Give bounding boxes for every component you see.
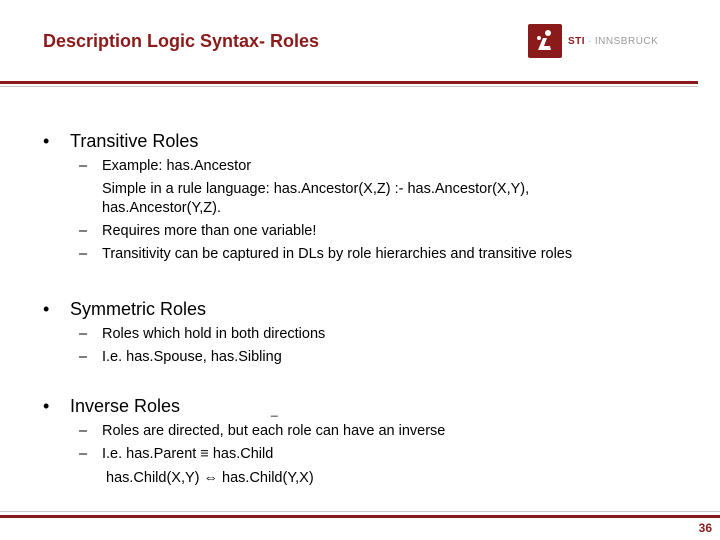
dash-mark: – <box>79 246 88 262</box>
dash-mark: – <box>79 423 88 439</box>
bullet-mark: • <box>43 299 50 319</box>
bullet-symmetric-roles <box>43 299 206 320</box>
dash-mark: – <box>79 223 88 239</box>
sub-item <box>79 446 273 463</box>
footer-rule-thin <box>0 511 720 512</box>
dash-mark: – <box>79 158 88 174</box>
sub-item <box>79 223 316 240</box>
dash-mark: – <box>79 349 88 365</box>
bullet-heading: Symmetric Roles <box>70 299 207 319</box>
header-rule-thin <box>0 86 698 87</box>
logo-wordmark <box>568 36 658 47</box>
bullet-heading: Transitive Roles <box>70 131 199 151</box>
sub-item-continuation: has.Ancestor(Y,Z). <box>102 200 222 216</box>
bullet-mark: • <box>43 396 50 416</box>
logo-brand: STI <box>568 36 586 47</box>
footer-rule <box>0 515 720 518</box>
bullet-transitive-roles <box>43 131 198 152</box>
sub-item-text: Roles are directed, but each role can have an inverse <box>102 423 446 439</box>
sub-item-text: I.e. has.Spouse, has.Sibling <box>102 349 282 365</box>
page-number: 36 <box>698 521 712 535</box>
sub-item-text: Example: has.Ancestor <box>102 158 252 174</box>
logo-city: INNSBRUCK <box>594 36 659 47</box>
logo-separator: · <box>588 36 592 47</box>
dash-mark: – <box>79 326 88 342</box>
bullet-heading: Inverse Roles <box>70 396 181 416</box>
sub-item <box>79 246 572 263</box>
sub-item-text: Requires more than one variable! <box>102 223 317 239</box>
sub-item <box>79 158 251 175</box>
sub-item <box>79 326 325 343</box>
sub-item-continuation: Simple in a rule language: has.Ancestor(X,Z) :- has.Ancestor(X,Y), <box>102 181 530 197</box>
sti-logo-icon <box>528 24 562 58</box>
sub-item-text: I.e. has.Parent ≡ has.Child <box>102 446 274 462</box>
dash-mark: – <box>79 446 88 462</box>
bullet-inverse-roles <box>43 396 180 417</box>
slide-title: Description Logic Syntax- Roles <box>43 31 320 51</box>
sub-item <box>79 349 282 366</box>
sub-item-continuation: has.Child(X,Y) ⇔ has.Child(Y,X) <box>106 470 314 486</box>
stray-underscore: _ <box>271 403 278 417</box>
bullet-mark: • <box>43 131 50 151</box>
sub-item-text: Transitivity can be captured in DLs by role hierarchies and transitive roles <box>102 246 573 262</box>
sub-item-text: Roles which hold in both directions <box>102 326 326 342</box>
sub-item <box>79 423 445 440</box>
header-rule <box>0 81 698 84</box>
